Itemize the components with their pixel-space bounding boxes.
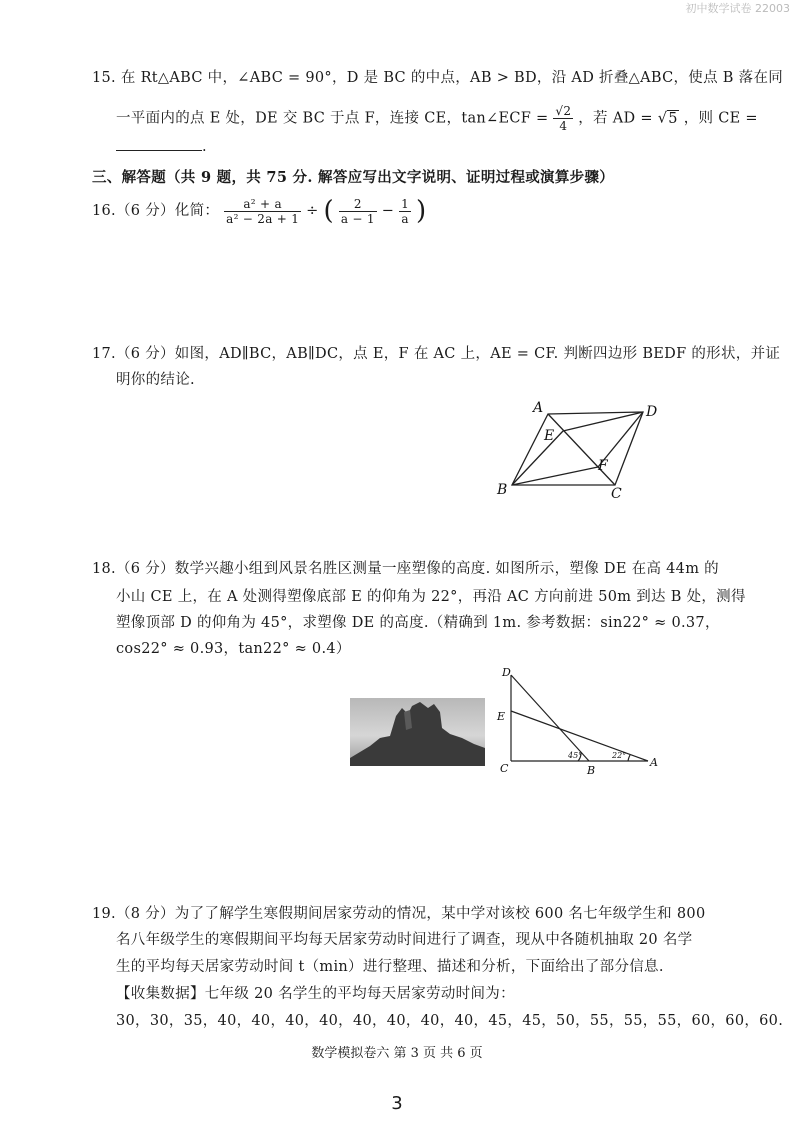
q16-f3-num: 1	[401, 196, 410, 211]
q17-parallelogram-figure	[490, 396, 670, 506]
label-E: E	[497, 710, 506, 723]
q19-line1: 19.（8 分）为了了解学生寒假期间居家劳动的情况，某中学对该校 600 名七年级学生和 800	[92, 906, 706, 922]
statue-photo	[350, 698, 485, 766]
q15-frac-num: √2	[555, 104, 572, 118]
q15-line3-end: .	[202, 139, 207, 155]
q17-line1: 17.（6 分）如图，AD∥BC，AB∥DC，点 E，F 在 AC 上，AE = CF. 判断四边形 BEDF 的形状，并证	[92, 346, 781, 362]
q15-line2-c: ，则 CE =	[683, 110, 758, 127]
q18-line1: 18.（6 分）数学兴趣小组到风景名胜区测量一座塑像的高度. 如图所示，塑像 DE 在高 44m 的	[92, 561, 719, 577]
q19-line4: 【收集数据】七年级 20 名学生的平均每天居家劳动时间为：	[116, 986, 515, 1002]
q18-triangle-figure	[496, 662, 666, 778]
segment-ed	[563, 412, 643, 431]
q19-line3: 生的平均每天居家劳动时间 t（min）进行整理、描述和分析，下面给出了部分信息.	[116, 959, 664, 975]
q19-line5: 30，30，35，40，40，40，40，40，40，40，40，45，45，50，55，55，55，60，60，60.	[116, 1013, 784, 1029]
q16-f2-den: a − 1	[340, 211, 375, 226]
q16-f1-num: a² + a	[224, 197, 301, 212]
q16-f1-den: a² − 2a + 1	[226, 211, 300, 226]
q16-minus: −	[381, 203, 395, 219]
statue-silhouette	[350, 698, 485, 766]
label-F: F	[598, 458, 608, 474]
segment-be	[512, 431, 563, 485]
left-paren: (	[323, 196, 334, 226]
q17-line2: 明你的结论.	[116, 372, 195, 388]
q19-line2: 名八年级学生的寒假期间平均每天居家劳动时间进行了调查，现从中各随机抽取 20 名学	[116, 932, 693, 948]
diagonal-ac	[548, 414, 615, 485]
q15-tan-fraction	[553, 104, 573, 133]
q16-fraction-1	[224, 197, 301, 226]
q15-line2-b: ，若 AD =	[578, 110, 653, 127]
label-C: C	[500, 762, 509, 775]
segment-fb	[512, 467, 598, 485]
q16-f3-den: a	[401, 211, 409, 226]
label-B: B	[497, 482, 508, 498]
q16-prefix: 16.（6 分）化简：	[92, 203, 220, 219]
label-D: D	[646, 404, 658, 420]
q15-frac-den: 4	[559, 119, 568, 133]
q16-fraction-3	[399, 197, 411, 226]
q18-line3: 塑像顶部 D 的仰角为 45°，求塑像 DE 的高度.（精确到 1m. 参考数据：sin22° ≈ 0.37，	[116, 615, 720, 631]
page-footer: 数学模拟卷六 第 3 页 共 6 页	[311, 1046, 483, 1061]
segment-db	[511, 675, 589, 761]
q16-divide: ÷	[306, 203, 319, 219]
label-D: D	[502, 666, 511, 679]
angle-22-arc	[628, 755, 630, 761]
q18-line4: cos22° ≈ 0.93，tan22° ≈ 0.4）	[116, 641, 351, 657]
label-A: A	[650, 756, 658, 769]
q16	[92, 196, 426, 226]
q15-line2-a: 一平面内的点 E 处，DE 交 BC 于点 F，连接 CE，tan∠ECF =	[116, 110, 549, 127]
q16-fraction-2	[339, 197, 377, 226]
section-3-heading: 三、解答题（共 9 题，共 75 分. 解答应写出文字说明、证明过程或演算步骤）	[92, 169, 615, 186]
page-number: 3	[391, 1093, 403, 1114]
angle-45-label: 45°	[568, 751, 583, 760]
label-A: A	[533, 400, 544, 416]
label-C: C	[611, 486, 622, 502]
q15-line2: 一平面内的点 E 处，DE 交 BC 于点 F，连接 CE，tan∠ECF = $\frac{√2}{4}$ ，若 AD = √5 ，则 CE =	[116, 104, 758, 133]
q15-line1: 15. 在 Rt△ABC 中，∠ABC = 90°，D 是 BC 的中点，AB > BD，沿 AD 折叠△ABC，使点 B 落在同	[92, 70, 784, 86]
q16-f2-num: 2	[339, 197, 377, 212]
q15-answer-blank	[116, 138, 207, 155]
label-E: E	[544, 428, 555, 444]
answer-blank	[116, 138, 202, 151]
q18-line2: 小山 CE 上，在 A 处测得塑像底部 E 的仰角为 22°，再沿 AC 方向前进 50m 到达 B 处，测得	[116, 589, 746, 605]
angle-22-label: 22°	[612, 751, 627, 760]
label-B: B	[587, 764, 596, 777]
parallelogram-abcd	[512, 412, 643, 485]
q15-sqrt5: 5	[668, 110, 678, 127]
watermark: 初中数学试卷 22003	[685, 2, 790, 15]
right-paren: )	[416, 196, 427, 226]
